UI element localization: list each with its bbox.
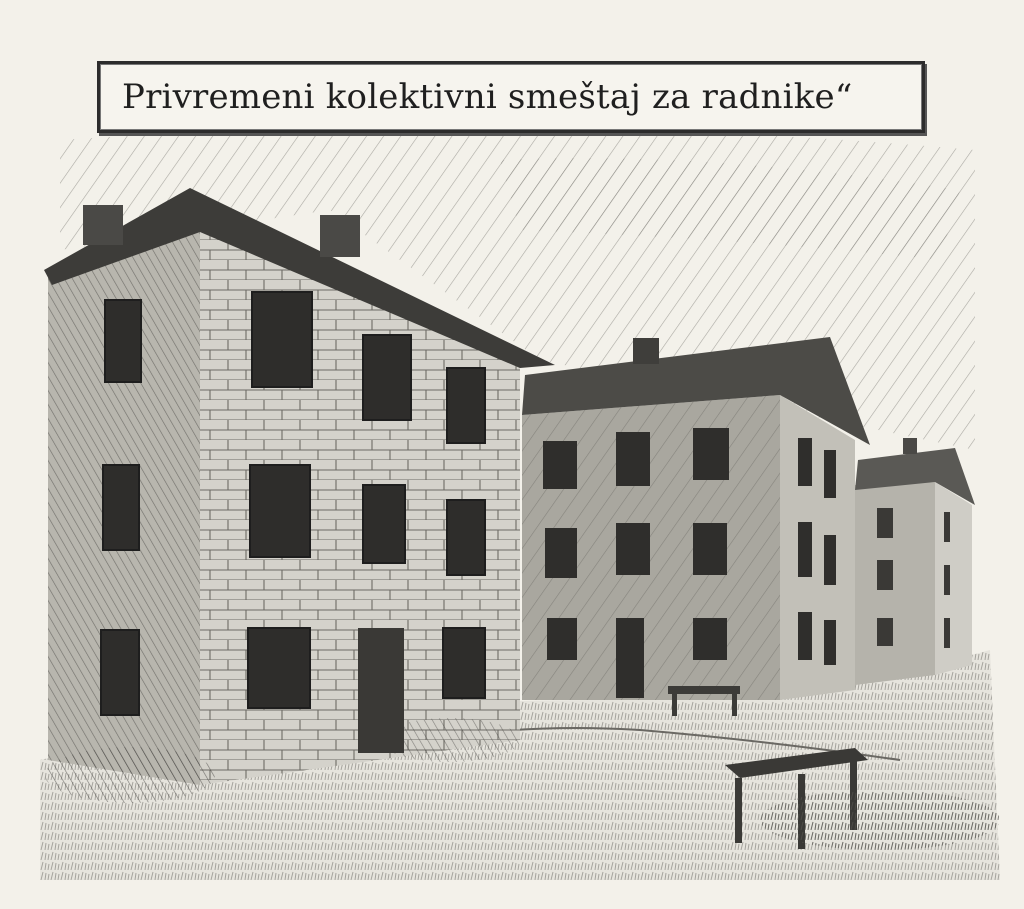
banner-title: Privremeni kolektivni smeštaj za radnike“ xyxy=(122,77,853,117)
building-middle xyxy=(522,337,870,700)
building-right xyxy=(855,438,975,685)
title-banner xyxy=(97,61,925,133)
